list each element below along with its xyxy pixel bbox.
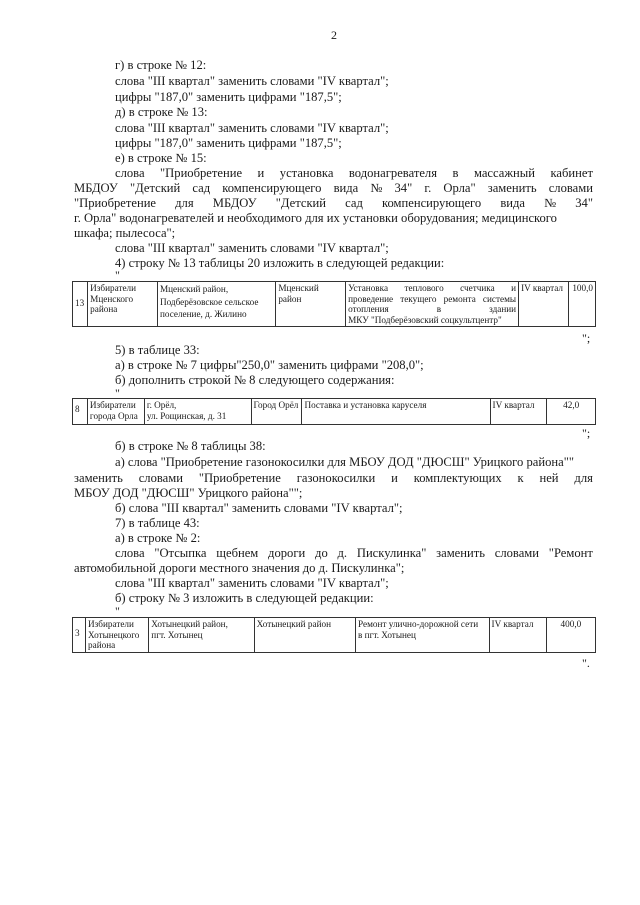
justified-line: заменить словами "Приобретение газонокосилки и комплектующих к ней для [74,471,593,485]
cell-quarter: IV квартал [489,618,546,653]
text-line: шкафа; пылесоса"; [74,226,176,240]
cell-recipient: Избиратели Мценского района [88,282,158,327]
text-line: 5) в таблице 33: [115,343,200,357]
text-line: е) в строке № 15: [115,151,207,165]
text-line: а) слова "Приобретение газонокосилки для МБОУ ДОД "ДЮСШ" Урицкого района"" [115,455,574,469]
text-line: МБОУ ДОД "ДЮСШ" Урицкого района""; [74,486,303,500]
justified-line: слова "Приобретение и установка водонагревателя в массажный кабинет [115,166,593,180]
closing-quote: "; [582,426,591,440]
text-line: а) в строке № 7 цифры"250,0" заменить цифрами "208,0"; [115,358,424,372]
page-number: 2 [331,28,337,42]
cell-district: Хотынецкий район [254,618,355,653]
cell-description: Установка теплового счетчика и проведение текущего ремонта системы отопления в здании МКУ "Подберёзовский соцкультцентр" [346,282,519,327]
table-row [73,618,596,653]
text-line: г) в строке № 12: [115,58,207,72]
cell-address: г. Орёл, ул. Рощинская, д. 31 [144,399,251,425]
opening-quote: " [115,604,120,618]
cell-amount: 400,0 [546,618,595,653]
text-line: б) строку № 3 изложить в следующей редакции: [115,591,374,605]
text-line: б) дополнить строкой № 8 следующего содержания: [115,373,395,387]
cell-address: Мценский район, Подберёзовское сельское поселение, д. Жилино [157,282,275,327]
cell-district: Мценский район [276,282,346,327]
opening-quote: " [115,386,120,400]
cell-address: Хотынецкий район, пгт. Хотынец [149,618,254,653]
table-20-row-13 [72,281,596,327]
cell-amount: 42,0 [547,399,596,425]
opening-quote: " [115,268,120,282]
cell-amount: 100,0 [568,282,595,327]
closing-quote: "; [582,331,591,345]
table-43-row-3 [72,617,596,653]
text-line: 7) в таблице 43: [115,516,200,530]
text-line: цифры "187,0" заменить цифрами "187,5"; [115,136,342,150]
cell-quarter: IV квартал [519,282,569,327]
cell-recipient: Избиратели Хотынецкого района [86,618,149,653]
table-33-row-8 [72,398,596,425]
text-line: слова "III квартал" заменить словами "IV квартал"; [115,576,389,590]
text-line: д) в строке № 13: [115,105,208,119]
cell-quarter: IV квартал [490,399,547,425]
table-row [73,399,596,425]
row-number: 8 [73,399,88,425]
justified-line: МБДОУ "Детский сад компенсирующего вида № 34" г. Орла" заменить словами [74,181,593,195]
cell-district: Город Орёл [251,399,302,425]
cell-description: Поставка и установка каруселя [302,399,490,425]
text-line: г. Орла" водонагревателей и необходимого для их установки оборудования; медицинского [74,211,557,225]
text-line: а) в строке № 2: [115,531,201,545]
text-line: б) слова "III квартал" заменить словами "IV квартал"; [115,501,403,515]
text-line: слова "III квартал" заменить словами "IV квартал"; [115,241,389,255]
text-line: 4) строку № 13 таблицы 20 изложить в следующей редакции: [115,256,445,270]
row-number: 3 [73,618,86,653]
justified-line: слова "Отсыпка щебнем дороги до д. Пискулинка" заменить словами "Ремонт [115,546,593,560]
row-number: 13 [73,282,88,327]
table-row [73,282,596,327]
text-line: цифры "187,0" заменить цифрами "187,5"; [115,90,342,104]
text-line: слова "III квартал" заменить словами "IV квартал"; [115,74,389,88]
text-line: автомобильной дороги местного значения до д. Пискулинка"; [74,561,405,575]
justified-line: "Приобретение для МБДОУ "Детский сад компенсирующего вида № 34" [74,196,593,210]
text-line: слова "III квартал" заменить словами "IV квартал"; [115,121,389,135]
cell-recipient: Избиратели города Орла [87,399,144,425]
text-line: б) в строке № 8 таблицы 38: [115,439,266,453]
closing-quote: ". [582,656,590,670]
cell-description: Ремонт улично-дорожной сети в пгт. Хотынец [356,618,490,653]
